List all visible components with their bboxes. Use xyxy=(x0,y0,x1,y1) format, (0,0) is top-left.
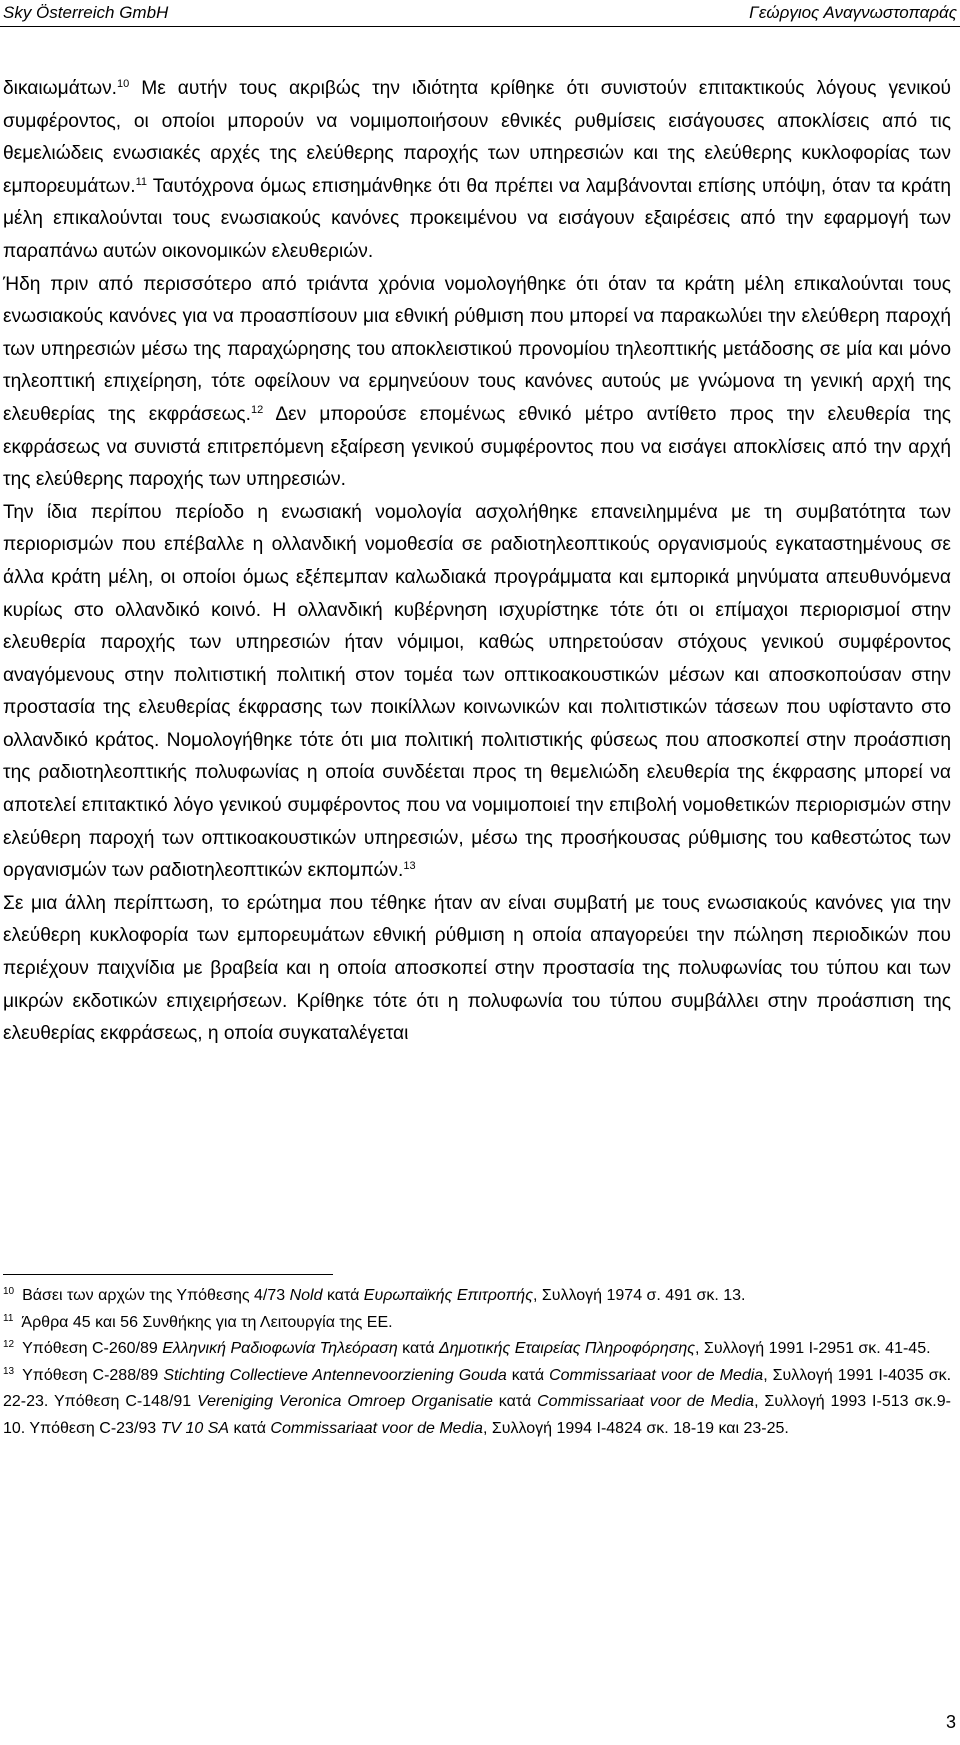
case-name: Ελληνική Ραδιοφωνία Τηλεόραση xyxy=(162,1340,398,1357)
footnote-separator xyxy=(3,1274,333,1275)
text-run: δικαιωμάτων. xyxy=(3,78,118,99)
text-run: Ταυτόχρονα όμως επισημάνθηκε ότι θα πρέπει να λαμβάνονται επίσης υπόψη, όταν τα κράτη μέλη επικαλούνται τους ενωσιακούς κανόνες προκειμένου να εισάγουν εξαιρέσεις από την εφαρμογή των παραπάνω αυτών οικονομικών ελευθεριών. xyxy=(3,175,951,262)
main-text xyxy=(3,73,951,1051)
footnote-11 xyxy=(3,1310,951,1337)
party-name: Δημοτικής Εταιρείας Πληροφόρησης xyxy=(439,1340,696,1357)
paragraph-1 xyxy=(3,73,951,269)
text-run: Ήδη πριν από περισσότερο από τριάντα χρόνια νομολογήθηκε ότι όταν τα κράτη μέλη επικαλούνται τους ενωσιακούς κανόνες για να προασπίσουν μια εθνική ρύθμιση που μπορεί να παρακωλύει την ελεύθερη παροχή των υπηρεσιών μέσω της παραχώρησης του αποκλειστικού προνομίου τηλεοπτικής μετάδοσης σε μία και μόνο τηλεοπτική επιχείρηση, τότε οφείλουν να ερμηνεύουν τους κανόνες αυτούς με γνώμονα τη γενική αρχή της ελευθερίας της εκφράσεως. xyxy=(3,273,951,425)
footnote-number: 12 xyxy=(3,1339,15,1350)
case-name: TV 10 SA xyxy=(160,1419,230,1437)
text-run: Άρθρα 45 και 56 Συνθήκης για τη Λειτουργία της ΕΕ. xyxy=(21,1313,393,1331)
paragraph-4 xyxy=(3,888,951,1051)
text-run: κατά xyxy=(229,1419,271,1437)
page-header xyxy=(0,0,960,27)
text-run: , Συλλογή 1993 I-513 σκ.9-10. Υπόθεση C-23/93 xyxy=(3,1393,951,1437)
text-run: κατά xyxy=(397,1340,439,1357)
footnote-13 xyxy=(3,1363,951,1443)
footnote-10 xyxy=(3,1283,951,1310)
text-run: Υπόθεση C-288/89 xyxy=(22,1366,164,1384)
text-run: κατά xyxy=(506,1366,550,1384)
text-run: , Συλλογή 1991 I-2951 σκ. 41-45. xyxy=(695,1340,931,1357)
text-run: , Συλλογή 1991 I-4035 σκ. 22-23. Υπόθεση C-148/91 xyxy=(3,1366,952,1410)
party-name: Commissariaat voor de Media xyxy=(537,1393,755,1410)
footnote-ref-13: 13 xyxy=(403,860,416,873)
text-run: Την ίδια περίπου περίοδο η ενωσιακή νομολογία ασχολήθηκε επανειλημμένα με τη συμβατότητα των περιορισμών που επέβαλλε η ολλανδική νομοθεσία σε ραδιοτηλεοπτικούς οργανισμούς εγκαταστημένους σε άλλα κράτη μέλη, οι οποίοι όμως εξέπεμπαν καλωδιακά προγράμματα και εμπορικά μηνύματα απευθυνόμενα κυρίως στο ολλανδικό κοινό. Η ολλανδική κυβέρνηση ισχυρίστηκε τότε ότι οι επίμαχοι περιορισμοί στην ελευθερία παροχής των υπηρεσιών ήταν νόμιμοι, καθώς υπηρετούσαν στόχους γενικού συμφέροντος αναγόμενους στην πολιτιστική πολιτική στον τομέα των οπτικοακουστικών μέσων και αποσκοπούσαν στην προστασία της ελευθερίας έκφρασης των ποικίλλων κοινωνικών και πολιτιστικών τάσεων που υφίσταντο στο ολλανδικό κράτος. Νομολογήθηκε τότε ότι μια πολιτική πολιτιστικής φύσεως που αποσκοπεί στην προάσπιση της ραδιοτηλεοπτικής πολυφωνίας η οποία συνδέεται προς τη θεμελιώδη ελευθερία της έκφρασης μπορεί να αποτελεί επιτακτικό λόγο γενικού συμφέροντος που να νομιμοποιεί την επιβολή νομοθετικών περιορισμών στην ελεύθερη παροχή των οπτικοακουστικών υπηρεσιών, μέσω της προσήκουσας ρύθμισης του καθεστώτος των οργανισμών των ραδιοτηλεοπτικών εκπομπών. xyxy=(3,501,951,882)
footnote-ref-12: 12 xyxy=(251,403,264,416)
footnote-number: 10 xyxy=(3,1286,15,1297)
footnote-ref-11: 11 xyxy=(135,175,147,188)
case-name: Vereniging Veronica Omroep Organisatie xyxy=(197,1393,493,1410)
footnote-number: 11 xyxy=(3,1312,14,1324)
header-left: Sky Österreich GmbH xyxy=(3,3,169,22)
footnotes xyxy=(3,1283,951,1442)
text-run: Δεν μπορούσε επομένως εθνικό μέτρο αντίθετο προς την ελευθερία της εκφράσεως να συνιστά επιτρεπόμενη εξαίρεση γενικού συμφέροντος που να εισάγει αποκλίσεις από την αρχή της ελεύθερης παροχής των υπηρεσιών. xyxy=(3,403,951,491)
text-run: , Συλλογή 1974 σ. 491 σκ. 13. xyxy=(532,1287,746,1304)
paragraph-2 xyxy=(3,269,951,497)
header-right: Γεώργιος Αναγνωστοπαράς xyxy=(749,3,957,22)
text-run: Υπόθεση C-260/89 xyxy=(22,1340,163,1357)
text-run: , Συλλογή 1994 I-4824 σκ. 18-19 και 23-25. xyxy=(482,1419,789,1437)
text-run: κατά xyxy=(322,1287,364,1304)
footnote-ref-10: 10 xyxy=(117,78,130,90)
footnote-number: 13 xyxy=(3,1365,15,1377)
party-name: Commissariaat voor de Media xyxy=(270,1419,483,1437)
case-name: Nold xyxy=(289,1287,323,1304)
text-run: Με αυτήν τους ακριβώς την ιδιότητα κρίθηκε ότι συνιστούν επιτακτικούς λόγους γενικού συμφέροντος, οι οποίοι μπορούν να νομιμοποιήσουν εθνικές ρυθμίσεις εισάγουσες αποκλίσεις από τις θεμελιώδεις ενωσιακές αρχές της ελεύθερης παροχής των υπηρεσιών και της ελεύθερης κυκλοφορίας των εμπορευμάτων. xyxy=(3,78,951,197)
party-name: Commissariaat voor de Media xyxy=(549,1366,764,1384)
text-run: Βάσει των αρχών της Υπόθεσης 4/73 xyxy=(22,1287,290,1304)
paragraph-3 xyxy=(3,497,951,888)
text-run: Σε μια άλλη περίπτωση, το ερώτημα που τέθηκε ήταν αν είναι συμβατή με τους ενωσιακούς κανόνες για την ελεύθερη κυκλοφορία των εμπορευμάτων εθνική ρύθμιση η οποία απαγορεύει την πώληση περιοδικών που περιέχουν παιχνίδια με βραβεία και η οποία αποσκοπεί στην προστασία της πολυφωνίας του τύπου και των μικρών εκδοτικών επιχειρήσεων. Κρίθηκε τότε ότι η πολυφωνία του τύπου συμβάλλει στην προάσπιση της ελευθερίας εκφράσεως, η οποία συγκαταλέγεται xyxy=(3,892,951,1045)
text-run: κατά xyxy=(492,1393,538,1410)
footnote-12 xyxy=(3,1336,951,1363)
case-name: Stichting Collectieve Antennevoorziening Gouda xyxy=(163,1366,507,1384)
page-number: 3 xyxy=(945,1712,956,1732)
party-name: Ευρωπαϊκής Επιτροπής xyxy=(363,1287,533,1304)
